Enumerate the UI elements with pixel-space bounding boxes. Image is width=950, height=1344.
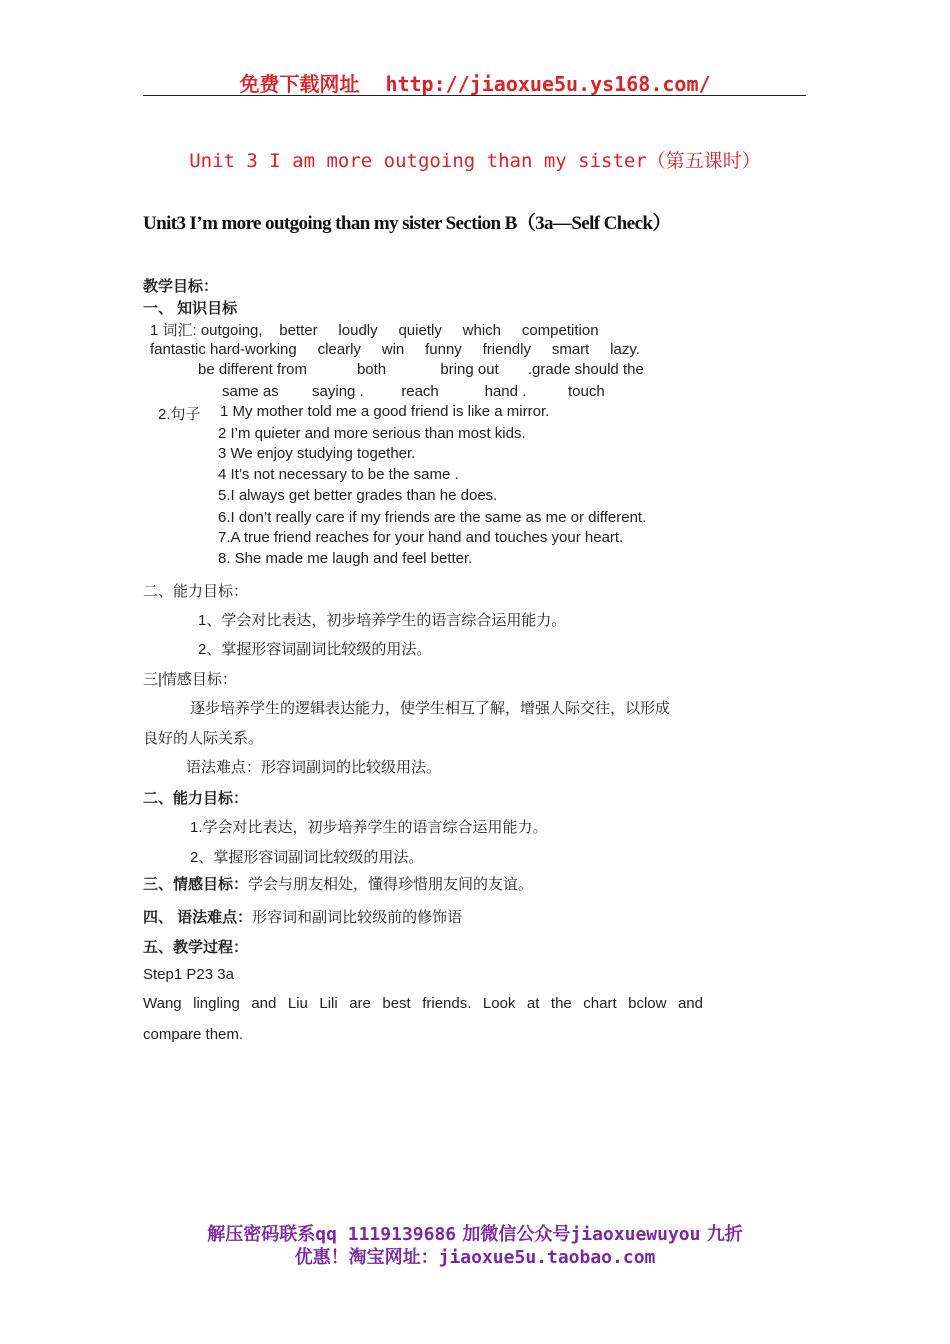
vocab-line-2: fantastic hard-working clearly win funny friendly smart lazy. bbox=[150, 341, 640, 358]
ability2-item-2: 2、掌握形容词副词比较级的用法。 bbox=[190, 849, 424, 866]
emotion-line-1: 逐步培养学生的逻辑表达能力，使学生相互了解，增强人际交往，以形成 bbox=[190, 700, 671, 717]
knowledge-heading: 一、 知识目标 bbox=[143, 300, 238, 317]
vocab-line-1: 1 词汇: outgoing, better loudly quietly which competition bbox=[150, 322, 599, 339]
footer-qq: qq 1119139686 bbox=[315, 1224, 457, 1245]
page-subtitle: Unit3 I’m more outgoing than my sister Section B（3a—Self Check） bbox=[143, 213, 671, 234]
ability-heading: 二、能力目标： bbox=[143, 583, 249, 600]
paragraph-line-2: compare them. bbox=[143, 1026, 244, 1043]
sentence-5: 5.I always get better grades than he does. bbox=[218, 487, 498, 504]
download-header bbox=[0, 68, 950, 97]
sentence-1: 1 My mother told me a good friend is like a mirror. bbox=[220, 403, 550, 420]
header-divider bbox=[143, 95, 806, 96]
header-label: 免费下载网址 bbox=[239, 72, 360, 96]
footer-text-a: 解压密码联系 bbox=[207, 1224, 316, 1245]
sentence-7: 7.A true friend reaches for your hand and touches your heart. bbox=[218, 529, 624, 546]
ability-item-1: 1、学会对比表达，初步培养学生的语言综合运用能力。 bbox=[198, 612, 567, 629]
emotion2-text: 学会与朋友相处，懂得珍惜朋友间的友谊。 bbox=[248, 876, 534, 893]
paragraph-line-1: Wang lingling and Liu Lili are best friends. Look at the chart bclow and bbox=[143, 995, 703, 1012]
grammar2-line bbox=[143, 906, 462, 927]
footer-text-d: 优惠！淘宝网址： bbox=[294, 1247, 439, 1268]
emotion-line-2: 良好的人际关系。 bbox=[143, 730, 264, 747]
vocab-line-3: be different from both bring out .grade should the bbox=[198, 361, 644, 378]
footer-text-b: 加微信公众号 bbox=[462, 1224, 571, 1245]
page-title: Unit 3 I am more outgoing than my sister（第五课时） bbox=[189, 150, 761, 172]
footer-text-c: 九折 bbox=[706, 1224, 743, 1245]
footer-taobao-link[interactable]: jiaoxue5u.taobao.com bbox=[438, 1247, 656, 1268]
grammar2-label: 四、 语法难点： bbox=[143, 909, 253, 926]
emotion2-label: 三、情感目标： bbox=[143, 876, 249, 893]
footer-line-2 bbox=[0, 1243, 950, 1269]
sentence-8: 8. She made me laugh and feel better. bbox=[218, 550, 473, 567]
footer-wechat: jiaoxuewuyou bbox=[570, 1224, 701, 1245]
grammar-difficulty: 语法难点：形容词副词的比较级用法。 bbox=[186, 759, 442, 776]
emotion-heading: 三|情感目标： bbox=[143, 671, 237, 688]
header-url-link[interactable]: http://jiaoxue5u.ys168.com/ bbox=[385, 72, 711, 96]
emotion2-line bbox=[143, 873, 533, 894]
vocab-line-4: same as saying . reach hand . touch bbox=[222, 383, 605, 400]
process-heading: 五、教学过程： bbox=[143, 939, 249, 956]
sentence-4: 4 It’s not necessary to be the same . bbox=[218, 466, 459, 483]
ability2-item-1: 1.学会对比表达，初步培养学生的语言综合运用能力。 bbox=[190, 819, 548, 836]
sentences-label: 2.句子 bbox=[158, 406, 201, 423]
ability-item-2: 2、掌握形容词副词比较级的用法。 bbox=[198, 641, 432, 658]
ability-heading-2: 二、能力目标： bbox=[143, 790, 249, 807]
sentence-2: 2 I’m quieter and more serious than most kids. bbox=[218, 425, 526, 442]
objectives-heading: 教学目标： bbox=[143, 278, 219, 295]
sentence-3: 3 We enjoy studying together. bbox=[218, 445, 416, 462]
step1: Step1 P23 3a bbox=[143, 966, 234, 983]
sentence-6: 6.I don’t really care if my friends are the same as me or different. bbox=[218, 509, 647, 526]
grammar2-text: 形容词和副词比较级前的修饰语 bbox=[252, 909, 463, 926]
